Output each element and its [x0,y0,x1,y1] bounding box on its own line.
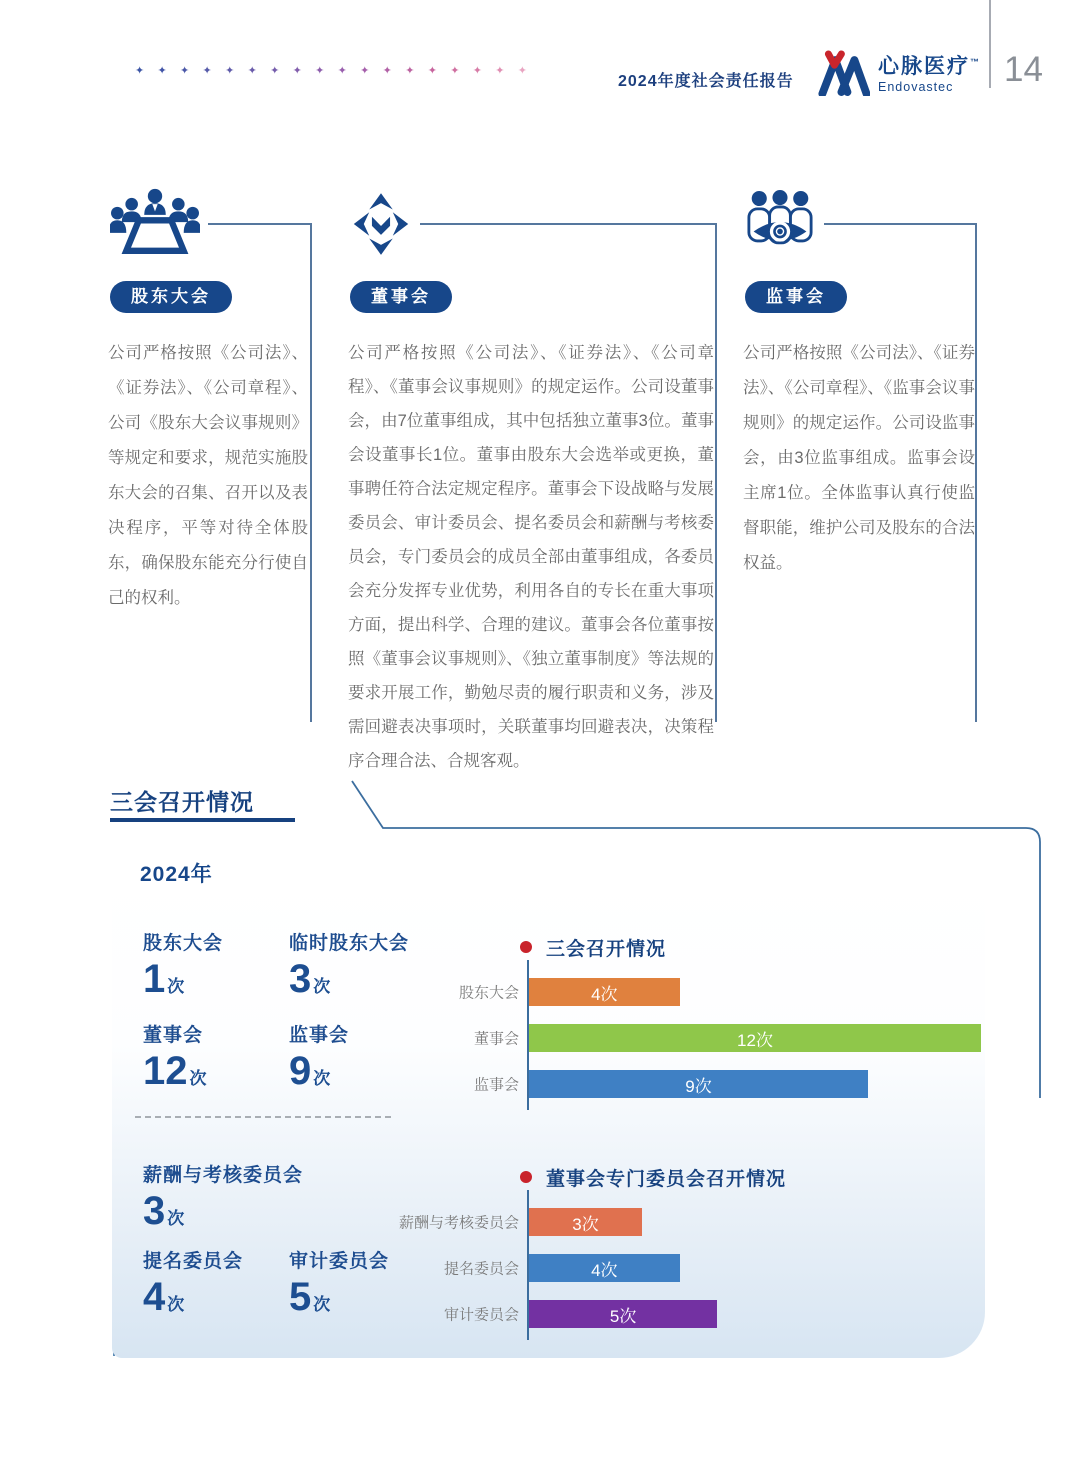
stat-label: 董事会 [143,1025,204,1046]
stat-value: 1 [143,957,166,1001]
chart-three-meetings [407,934,992,1110]
bullet-dot-icon [520,1171,532,1183]
year-label: 2024年 [140,863,213,886]
bar-shareholders-meeting [529,978,680,1006]
page-number: 14 [1004,50,1043,89]
stat-value: 9 [289,1049,312,1093]
supervision-eye-icon [746,190,814,256]
stat-value: 12 [143,1049,188,1093]
stat-value: 4 [143,1275,166,1319]
bar-board-meeting [529,1024,981,1052]
sparkle-icon: ✦ [405,65,415,77]
sparkle-icon: ✦ [450,65,460,77]
category-label: 监事会 [473,1076,519,1094]
chart-row [443,1300,981,1328]
sparkle-icon: ✦ [225,65,235,77]
logo-tm: ™ [970,56,981,67]
meeting-table-icon [110,188,200,258]
stat-label: 薪酬与考核委员会 [143,1165,304,1186]
decorative-sparkles [135,66,527,77]
chart-plot-area [458,960,981,1110]
chart-row [443,1254,981,1282]
stat-board-meeting [143,1020,293,1093]
sparkle-icon: ✦ [247,65,257,77]
stat-value: 3 [289,957,312,1001]
chart-row [473,1024,981,1052]
bar-value-label: 12次 [737,1030,773,1050]
stat-unit: 次 [167,977,185,996]
section-title: 三会召开情况 [110,789,254,815]
sparkle-icon: ✦ [315,65,325,77]
chart-row [398,1208,981,1236]
stat-label: 股东大会 [143,933,224,954]
stat-unit: 次 [313,977,331,996]
supervisory-board-paragraph: 公司严格按照《公司法》、《证券法》、《公司章程》、《监事会议事规则》的规定运作。公司设监事会，由3位监事组成。监事会设主席1位。全体监事认真行使监督职能，维护公司及股东的合法权益。 [743,344,975,572]
badge-board-of-directors: 董事会 [350,281,452,313]
page-number-divider [989,0,991,88]
bar-value-label: 9次 [685,1076,712,1096]
bar-value-label: 3次 [572,1214,599,1234]
logo-text [878,51,981,96]
logo-m-icon [818,50,870,96]
badge-shareholders-meeting: 股东大会 [110,281,232,313]
sparkle-icon: ✦ [472,65,482,77]
sparkle-icon: ✦ [270,65,280,77]
board-of-directors-paragraph: 公司严格按照《公司法》、《证券法》、《公司章程》、《董事会议事规则》的规定运作。公司设董事会，由7位董事组成，其中包括独立董事3位。董事会设董事长1位。董事由股东大会选举或更换，董事聘任符合法定规定程序。董事会下设战略与发展委员会、审计委员会、提名委员会和薪酬与考核委员会，专门委员会的成员全部由董事组成，各委员会充分发挥专业优势，利用各自的专长在重大事项方面，提出科学、合理的建议。董事会各位董事按照《董事会议事规则》、《独立董事制度》等法规的要求开展工作，勤勉尽责的履行职责和义务，涉及需回避表决事项时，关联董事均回避表决，决策程序合理合法、合规客观。 [348,344,714,770]
stat-unit: 次 [167,1295,185,1314]
stat-value: 3 [143,1189,166,1233]
stat-label: 提名委员会 [143,1251,244,1272]
dashed-divider [135,1116,391,1118]
compass-star-icon [352,190,410,258]
chart-title: 董事会专门委员会召开情况 [546,1168,787,1190]
stat-remuneration-committee [143,1160,373,1233]
sparkle-icon: ✦ [135,65,145,77]
stat-unit: 次 [189,1069,207,1088]
category-label: 董事会 [473,1030,519,1048]
category-label: 审计委员会 [443,1306,519,1324]
bar-supervisory-meeting [529,1070,868,1098]
chart-plot-area [398,1190,981,1340]
stat-label: 监事会 [289,1025,350,1046]
bar-value-label: 4次 [591,1260,618,1280]
sparkle-icon: ✦ [360,65,370,77]
category-label: 薪酬与考核委员会 [398,1214,519,1232]
bullet-dot-icon [520,941,532,953]
bar-remuneration-committee [529,1208,642,1236]
report-title: 2024年度社会责任报告 [618,73,794,90]
chart-row [458,978,981,1006]
sparkle-icon: ✦ [292,65,302,77]
stat-unit: 次 [167,1209,185,1228]
stat-shareholders-meeting [143,928,293,1001]
sparkle-icon: ✦ [517,65,527,77]
sparkle-icon: ✦ [180,65,190,77]
logo-cn: 心脉医疗 [878,54,970,78]
chart-title: 三会召开情况 [546,938,667,960]
chart-row [473,1070,981,1098]
sparkle-icon: ✦ [382,65,392,77]
sparkle-icon: ✦ [202,65,212,77]
sparkle-icon: ✦ [427,65,437,77]
category-label: 提名委员会 [443,1260,519,1278]
stat-unit: 次 [313,1069,331,1088]
stat-nomination-committee [143,1246,293,1319]
bar-value-label: 4次 [591,984,618,1004]
chart-board-committees [398,1164,992,1340]
stat-unit: 次 [313,1295,331,1314]
stat-value: 5 [289,1275,312,1319]
badge-supervisory-board: 监事会 [745,281,847,313]
bar-value-label: 5次 [609,1306,637,1326]
shareholders-meeting-paragraph: 公司严格按照《公司法》、《证券法》、《公司章程》、公司《股东大会议事规则》等规定和要求，规范实施股东大会的召集、召开以及表决程序，平等对待全体股东，确保股东能充分行使自己的权利。 [108,344,308,607]
sparkle-icon: ✦ [157,65,167,77]
sparkle-icon: ✦ [495,65,505,77]
stat-label: 审计委员会 [289,1251,390,1272]
category-label: 股东大会 [458,984,519,1002]
company-logo [818,50,981,96]
stat-label: 临时股东大会 [289,933,410,954]
section-title-underline [110,818,295,822]
bar-nomination-committee [529,1254,680,1282]
bar-audit-committee [529,1300,717,1328]
sparkle-icon: ✦ [337,65,347,77]
logo-en: Endovastec [878,79,954,94]
